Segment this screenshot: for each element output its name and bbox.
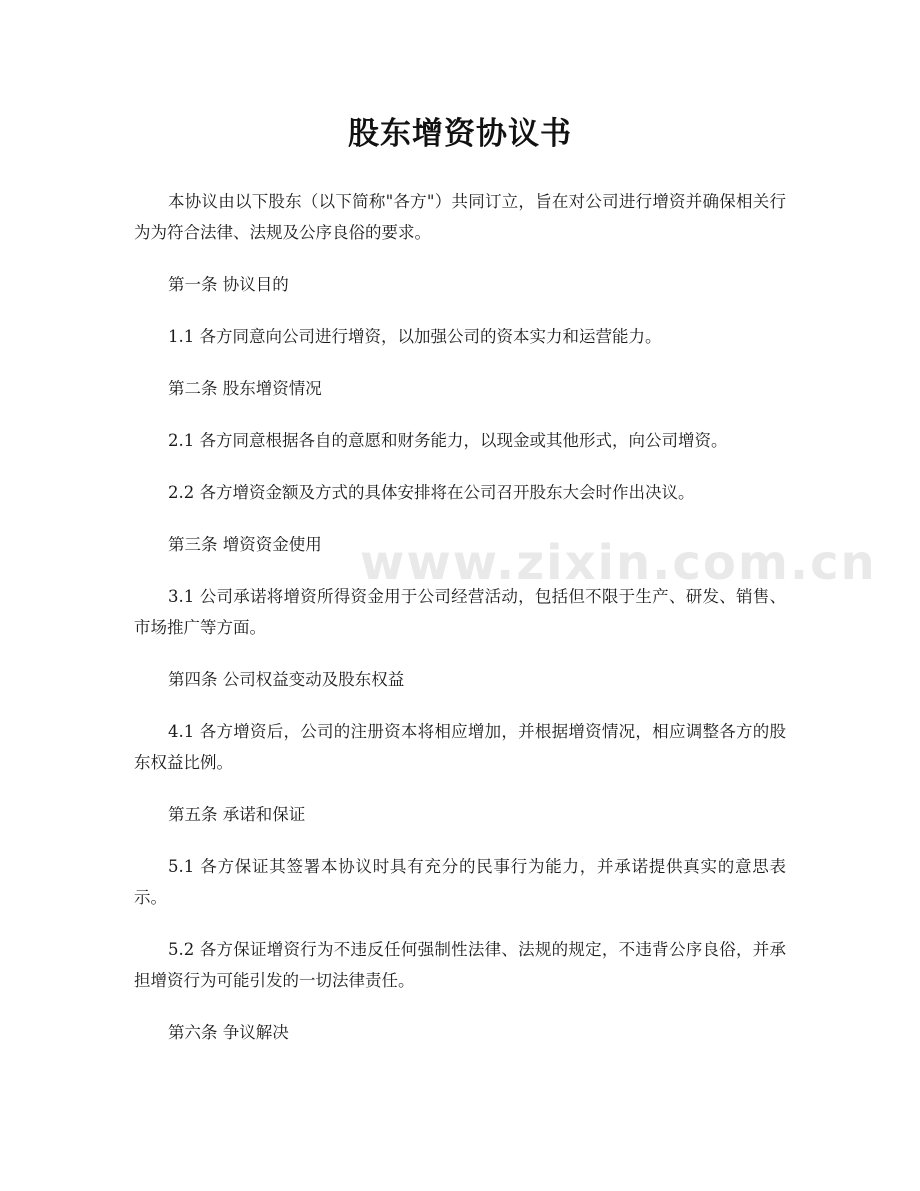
clause-2-1: 2.1 各方同意根据各自的意愿和财务能力，以现金或其他形式，向公司增资。 [168, 431, 728, 450]
article-5-heading: 第五条 承诺和保证 [168, 805, 306, 824]
article-2-heading: 第二条 股东增资情况 [168, 379, 322, 398]
document-title: 股东增资协议书 [348, 116, 572, 152]
clause-5-1: 5.1 各方保证其签署本协议时具有充分的民事行为能力，并承诺提供真实的意思表示。 [134, 857, 786, 907]
article-3-heading: 第三条 增资资金使用 [168, 535, 322, 554]
clause-4-1: 4.1 各方增资后，公司的注册资本将相应增加，并根据增资情况，相应调整各方的股东权益比例。 [134, 722, 786, 772]
intro-paragraph: 本协议由以下股东（以下简称"各方"）共同订立，旨在对公司进行增资并确保相关行为为符合法律、法规及公序良俗的要求。 [134, 192, 786, 242]
article-1-heading: 第一条 协议目的 [168, 275, 289, 294]
clause-1-1: 1.1 各方同意向公司进行增资，以加强公司的资本实力和运营能力。 [168, 327, 662, 346]
document-body [134, 186, 786, 1069]
watermark: www.zixin.com.cn [360, 535, 877, 591]
article-6-heading: 第六条 争议解决 [168, 1023, 289, 1042]
clause-3-1: 3.1 公司承诺将增资所得资金用于公司经营活动，包括但不限于生产、研发、销售、市场推广等方面。 [134, 587, 786, 637]
article-4-heading: 第四条 公司权益变动及股东权益 [168, 670, 405, 689]
clause-5-2: 5.2 各方保证增资行为不违反任何强制性法律、法规的规定，不违背公序良俗，并承担增资行为可能引发的一切法律责任。 [134, 940, 786, 990]
clause-2-2: 2.2 各方增资金额及方式的具体安排将在公司召开股东大会时作出决议。 [168, 483, 695, 502]
